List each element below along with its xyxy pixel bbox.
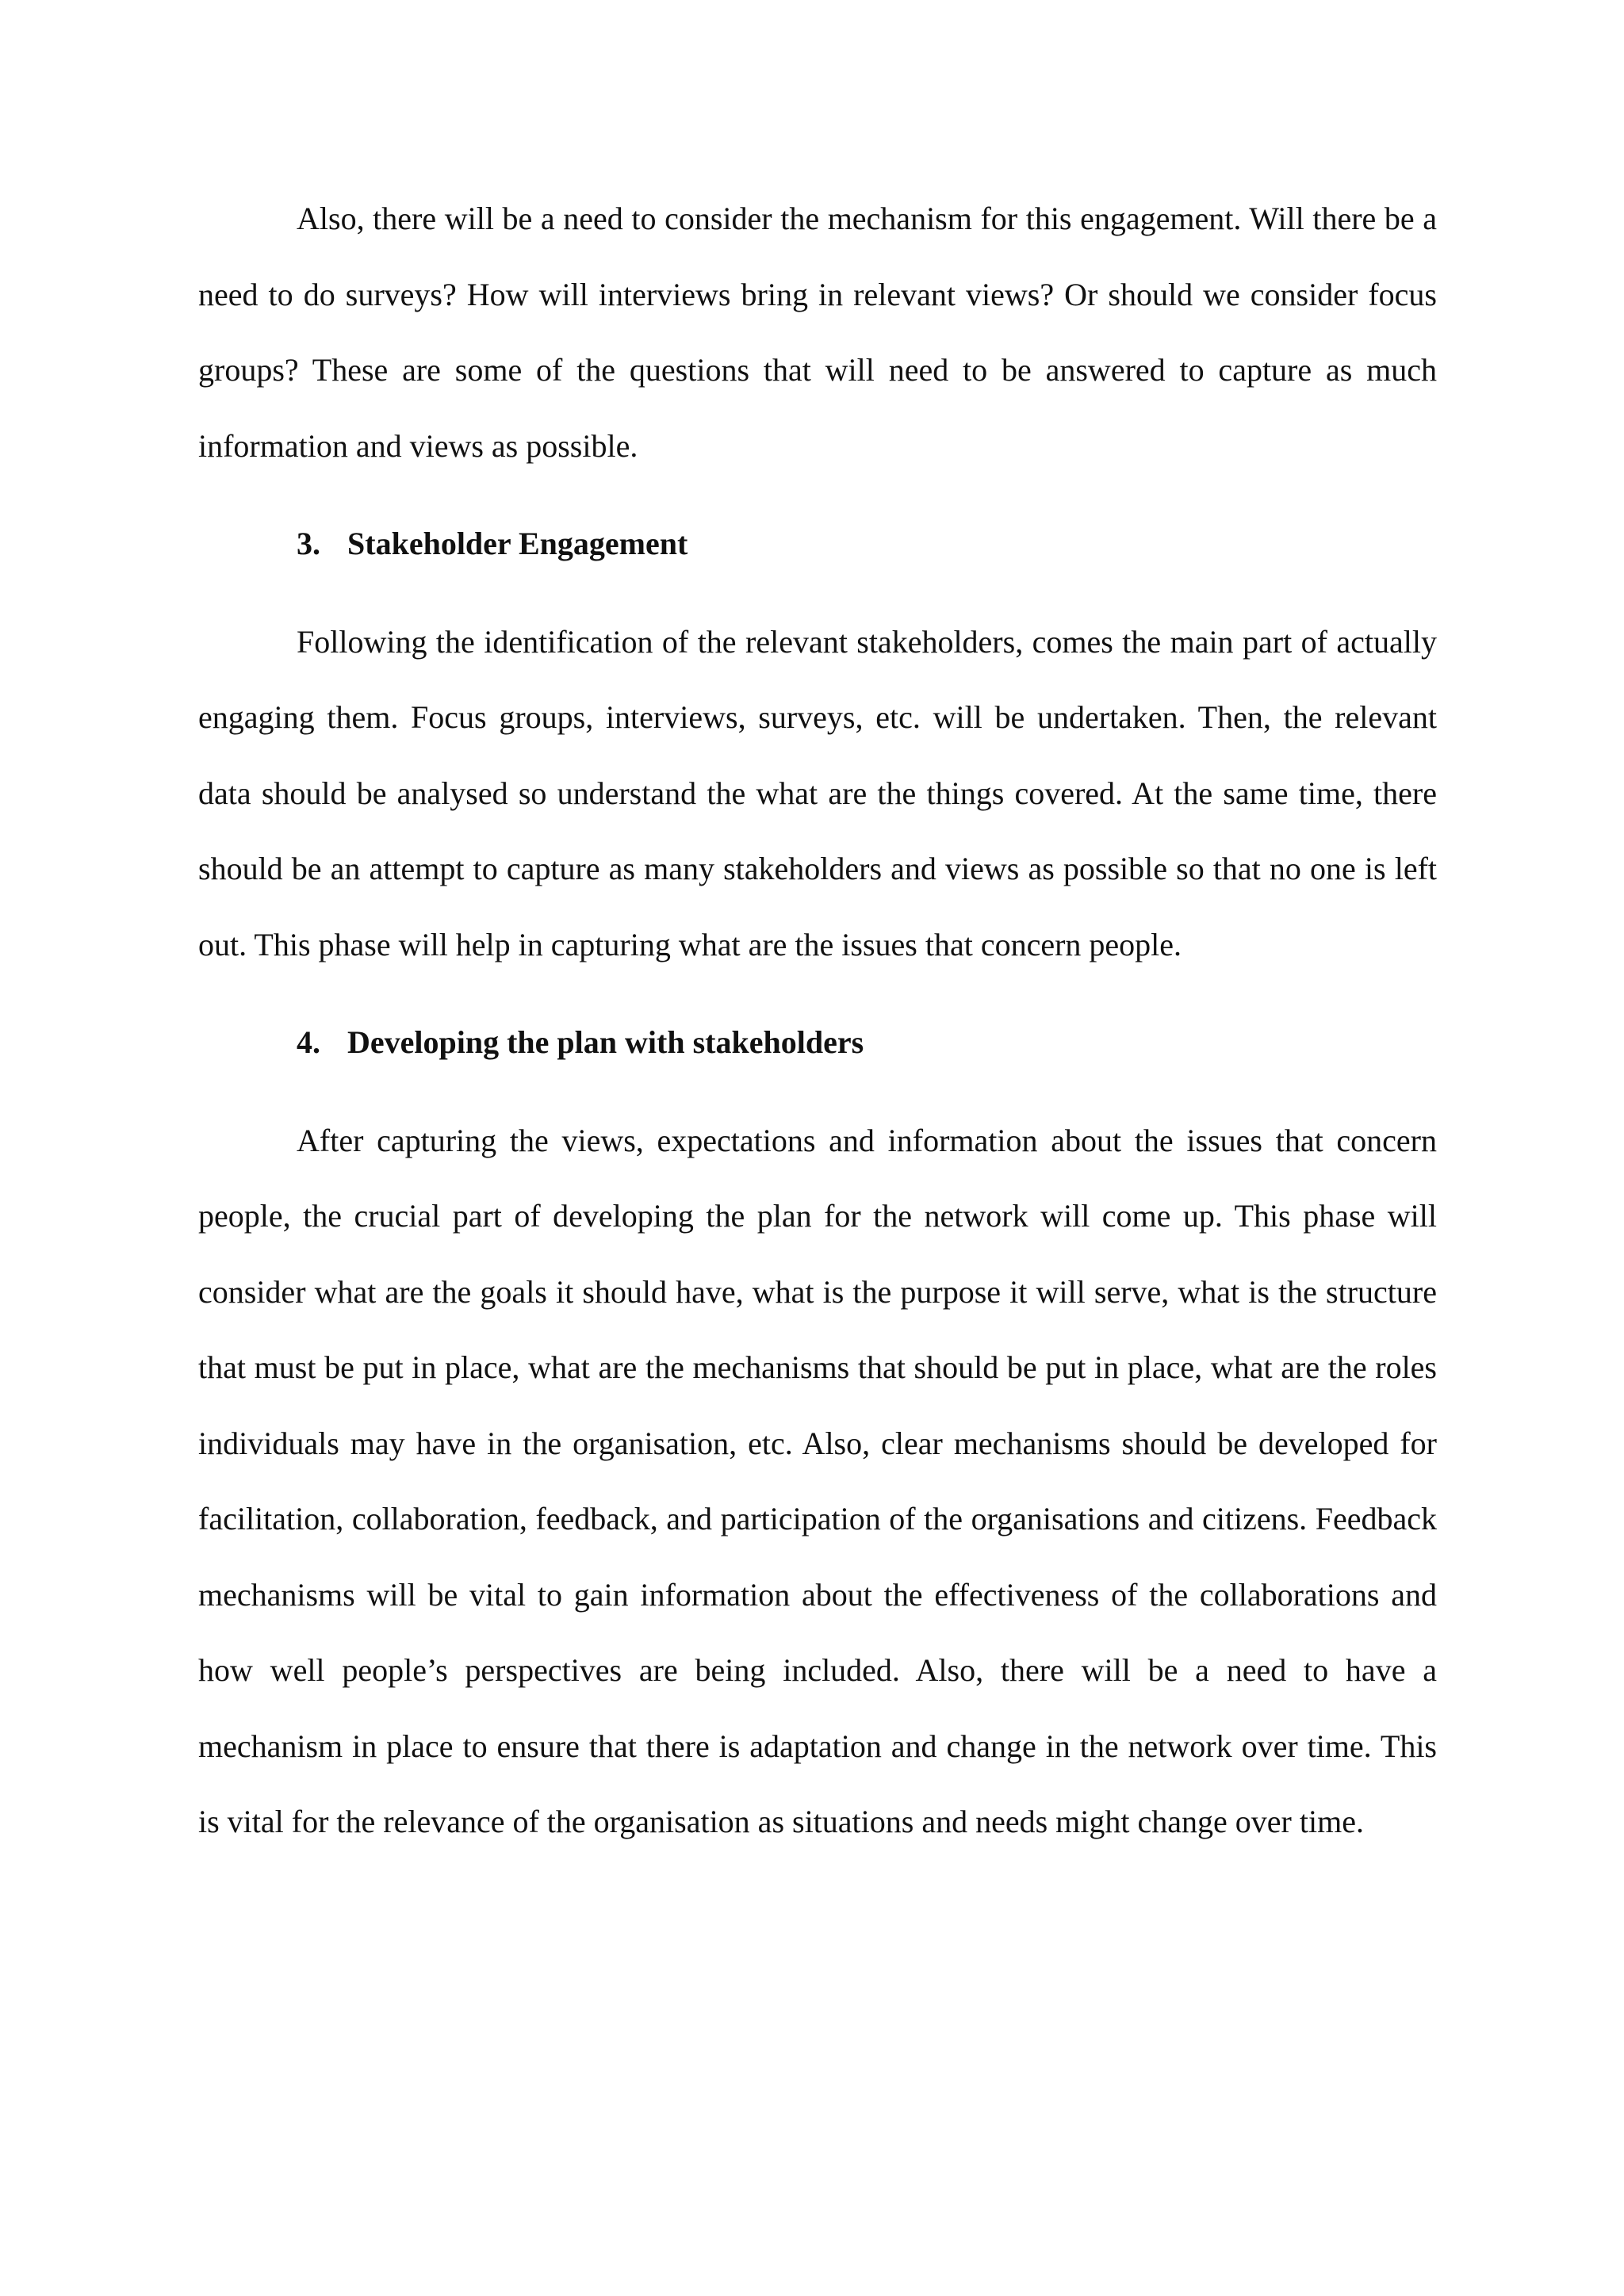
paragraph-developing-plan: After capturing the views, expectations and information about the issues that concern people, the crucial part of developing the plan for the network will come up. This phase will consider what are the goals it should have, what is the purpose it will serve, what is the structure that must be put in place, what are the mechanisms that should be put in place, what are the roles individuals may have in the organisation, etc. Also, clear mechanisms should be developed for facilitation, collaboration, feedback, and participation of the organisations and citizens. Feedback mechanisms will be vital to gain information about the effectiveness of the collaborations and how well people’s perspectives are being included. Also, there will be a need to have a mechanism in place to ensure that there is adaptation and change in the network over time. This is vital for the relevance of the organisation as situations and needs might change over time. [198,1122,1437,1839]
section-number: 4. [297,1024,320,1060]
section-title: Stakeholder Engagement [347,526,688,561]
document-body [198,181,1437,1860]
paragraph-intro: Also, there will be a need to consider the mechanism for this engagement. Will there be a need to do surveys? How will interviews bring in relevant views? Or should we consider focus groups? These are some of the questions that will need to be answered to capture as much information and views as possible. [198,201,1437,464]
paragraph-stakeholder-engagement: Following the identification of the relevant stakeholders, comes the main part of actually engaging them. Focus groups, interviews, surveys, etc. will be undertaken. Then, the relevant data should be analysed so understand the what are the things covered. At the same time, there should be an attempt to capture as many stakeholders and views as possible so that no one is left out. This phase will help in capturing what are the issues that concern people. [198,623,1437,962]
section-heading-developing-plan [198,1004,1437,1081]
section-heading-stakeholder-engagement [198,506,1437,582]
section-title: Developing the plan with stakeholders [347,1024,864,1060]
section-number: 3. [297,526,320,561]
